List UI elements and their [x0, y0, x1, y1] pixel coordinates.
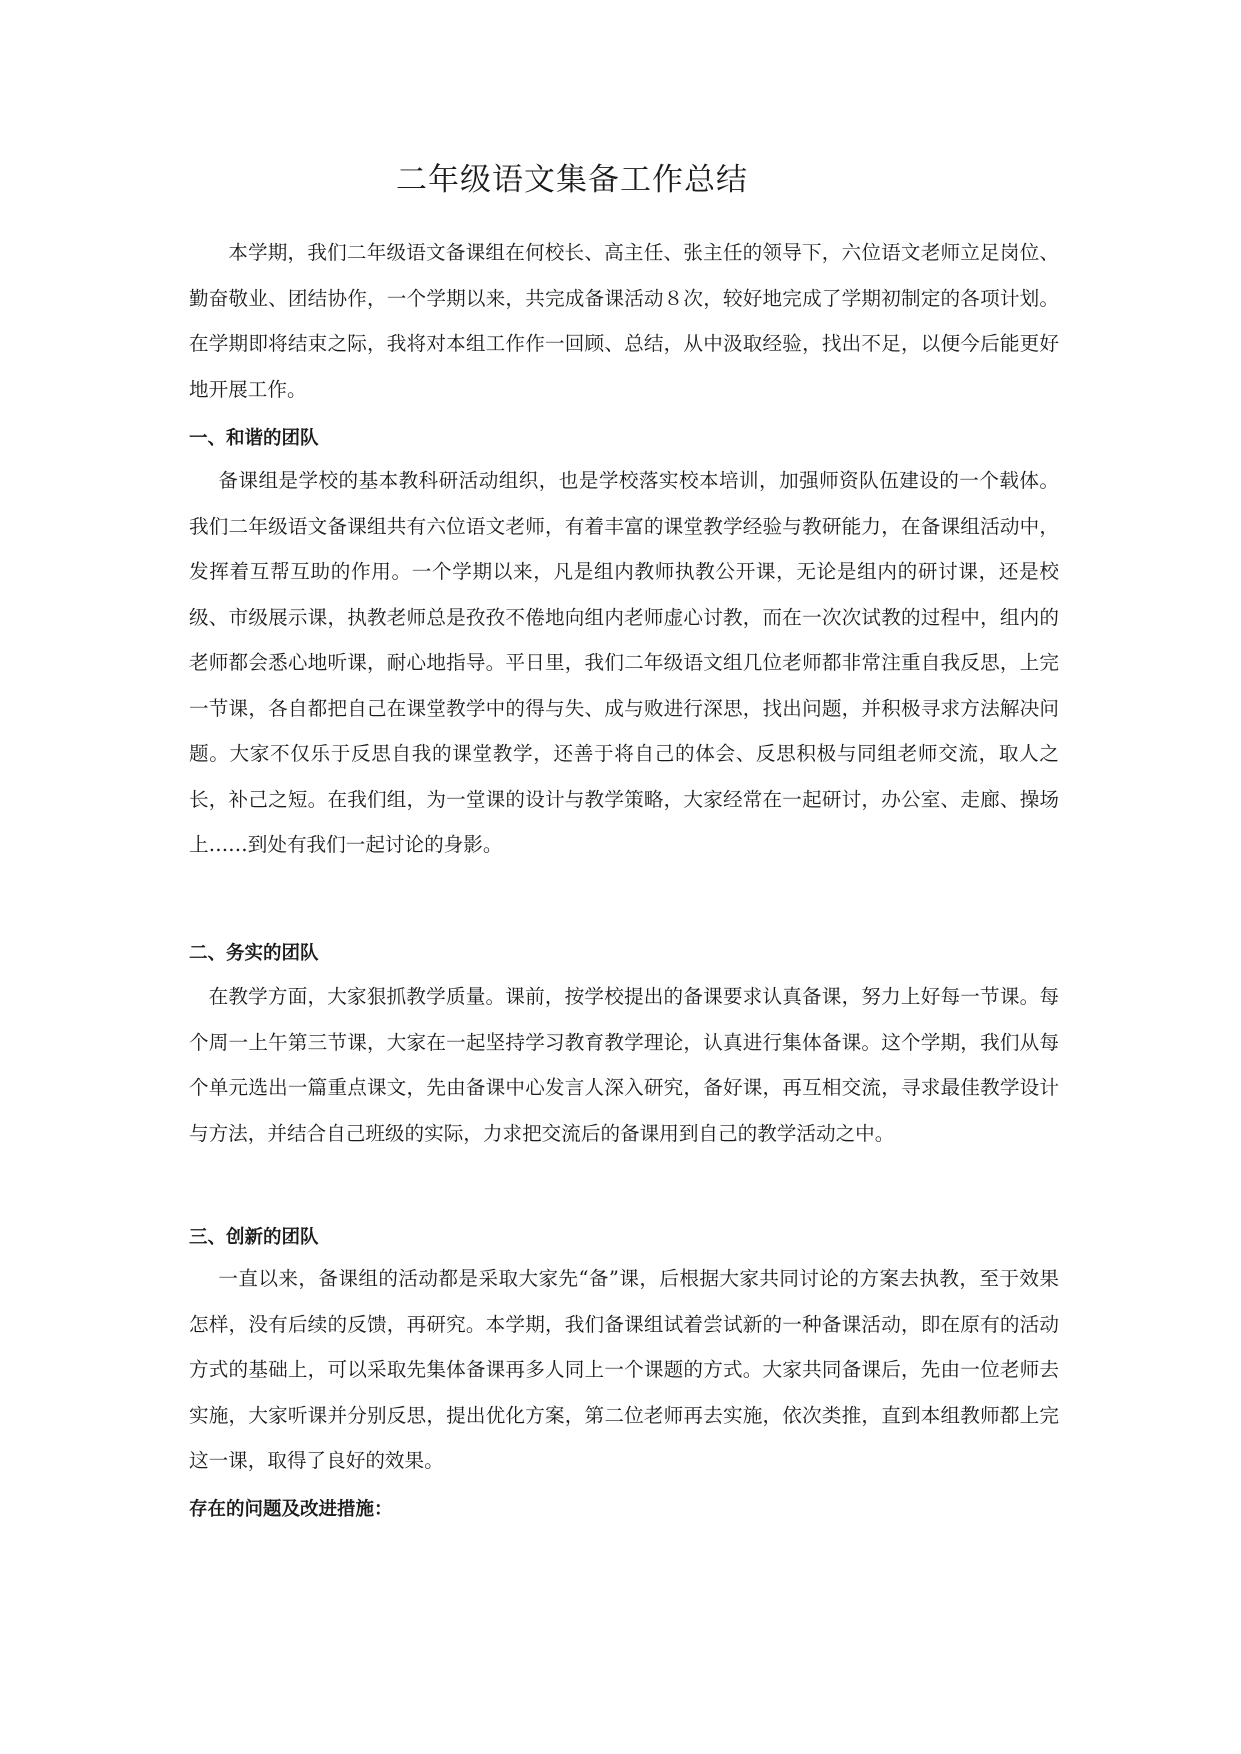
section-body-innovative-team: 一直以来，备课组的活动都是采取大家先“备”课，后根据大家共同讨论的方案去执教，至于效果怎样，没有后续的反馈，再研究。本学期，我们备课组试着尝试新的一种备课活动，即在原有的活动方式的基础上，可以采取先集体备课再多人同上一个课题的方式。大家共同备课后，先由一位老师去实施，大家听课并分别反思，提出优化方案，第二位老师再去实施，依次类推，直到本组教师都上完这一课，取得了良好的效果。 — [189, 1267, 1059, 1472]
section-heading-harmonious-team: 一、和谐的团队 — [189, 428, 319, 449]
document-title: 二年级语文集备工作总结 — [396, 162, 748, 198]
section-heading-practical-team: 二、务实的团队 — [189, 943, 319, 964]
problems-and-improvements-heading: 存在的问题及改进措施： — [189, 1499, 393, 1520]
intro-paragraph: 本学期，我们二年级语文备课组在何校长、高主任、张主任的领导下，六位语文老师立足岗位、勤奋敬业、团结协作，一个学期以来，共完成备课活动８次，较好地完成了学期初制定的各项计划。在学期即将结束之际，我将对本组工作作一回顾、总结，从中汲取经验，找出不足，以便今后能更好地开展工作。 — [189, 241, 1059, 401]
section-body-harmonious-team: 备课组是学校的基本教科研活动组织，也是学校落实校本培训，加强师资队伍建设的一个载体。我们二年级语文备课组共有六位语文老师，有着丰富的课堂教学经验与教研能力，在备课组活动中，发挥着互帮互助的作用。一个学期以来，凡是组内教师执教公开课，无论是组内的研讨课，还是校级、市级展示课，执教老师总是孜孜不倦地向组内老师虚心讨教，而在一次次试教的过程中，组内的老师都会悉心地听课，耐心地指导。平日里，我们二年级语文组几位老师都非常注重自我反思，上完一节课，各自都把自己在课堂教学中的得与失、成与败进行深思，找出问题，并积极寻求方法解决问题。大家不仅乐于反思自我的课堂教学，还善于将自己的体会、反思积极与同组老师交流，取人之长，补己之短。在我们组，为一堂课的设计与教学策略，大家经常在一起研讨，办公室、走廊、操场上……到处有我们一起讨论的身影。 — [189, 469, 1059, 856]
section-heading-innovative-team: 三、创新的团队 — [189, 1227, 319, 1248]
section-body-practical-team: 在教学方面，大家狠抓教学质量。课前，按学校提出的备课要求认真备课，努力上好每一节课。每个周一上午第三节课，大家在一起坚持学习教育教学理论，认真进行集体备课。这个学期，我们从每个单元选出一篇重点课文，先由备课中心发言人深入研究，备好课，再互相交流，寻求最佳教学设计与方法，并结合自己班级的实际，力求把交流后的备课用到自己的教学活动之中。 — [189, 985, 1059, 1145]
